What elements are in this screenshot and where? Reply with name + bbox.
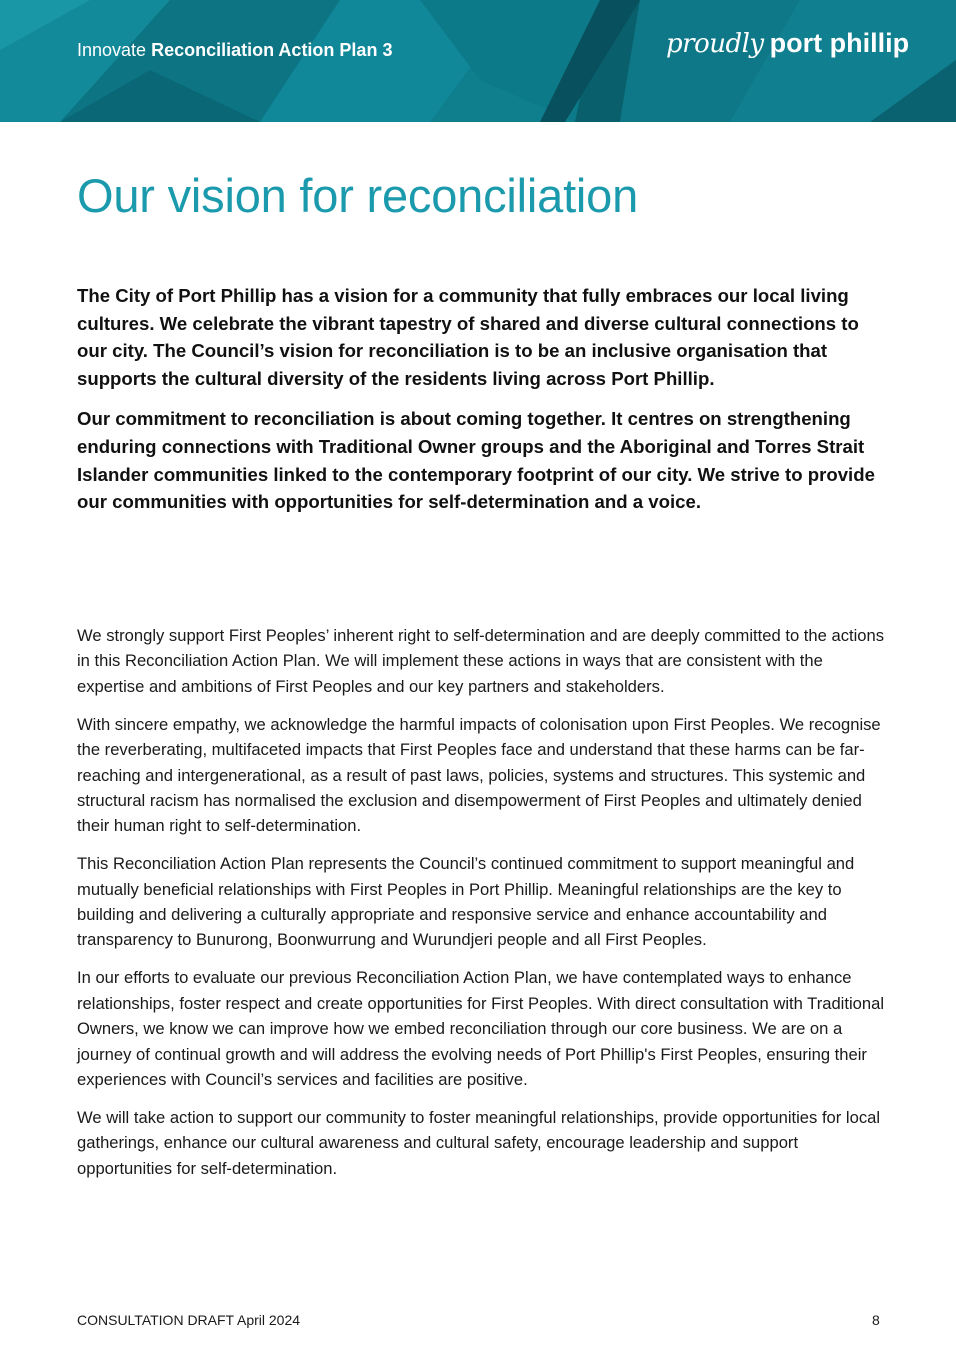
logo-brand-text: port phillip (769, 28, 910, 58)
body-paragraph: With sincere empathy, we acknowledge the harmful impacts of colonisation upon First Peoples. We recognise the reverberating, multifaceted impacts that First Peoples face and understand that these harms can be far-reaching and intergenerational, as a result of past laws, policies, systems and structures. This systemic and structural racism has normalised the exclusion and disempowerment of First Peoples and ultimately denied their human right to self-determination. (77, 714, 881, 836)
header-banner (0, 0, 956, 122)
proudly-port-phillip-logo (666, 28, 909, 72)
footer-draft-label: CONSULTATION DRAFT April 2024 (77, 1312, 301, 1328)
body-section (77, 623, 889, 1194)
body-paragraph: We strongly support First Peoples’ inherent right to self-determination and are deeply committed to the actions in this Reconciliation Action Plan. We will implement these actions in ways that are consistent with the expertise and ambitions of First Peoples and our key partners and stakeholders. (77, 626, 885, 696)
plan-prefix: Innovate (77, 40, 147, 60)
page-number: 8 (872, 1312, 880, 1328)
intro-section (77, 282, 887, 529)
body-paragraph: In our efforts to evaluate our previous Reconciliation Action Plan, we have contemplated ways to enhance relationships, foster respect and create opportunities for First Peoples. With direct consultation with Traditional Owners, we know we can improve how we embed reconciliation through our core business. We are on a journey of continual growth and will address the evolving needs of Port Phillip's First Peoples, ensuring their experiences with Council’s services and facilities are positive. (77, 968, 885, 1089)
body-paragraph: This Reconciliation Action Plan represents the Council’s continued commitment to support meaningful and mutually beneficial relationships with First Peoples in Port Phillip. Meaningful relationships are the key to building and delivering a culturally appropriate and responsive service and enhance accountability and transparency to Bunurong, Boonwurrung and Wurundjeri people and all First Peoples. (77, 854, 855, 950)
plan-header (77, 40, 392, 61)
page-title: Our vision for reconciliation (77, 169, 639, 222)
intro-paragraph: Our commitment to reconciliation is about coming together. It centres on strengthening enduring connections with Traditional Owner groups and the Aboriginal and Torres Strait Islander communities linked to the contemporary footprint of our city. We strive to provide our communities with opportunities for self-determination and a voice. (77, 408, 875, 513)
logo-script-text: proudly (666, 29, 764, 59)
body-paragraph: We will take action to support our community to foster meaningful relationships, provide opportunities for local gatherings, enhance our cultural awareness and cultural safety, encourage leadership and support opportunities for self-determination. (77, 1107, 881, 1178)
intro-paragraph: The City of Port Phillip has a vision for a community that fully embraces our local living cultures. We celebrate the vibrant tapestry of shared and diverse cultural connections to our city. The Council’s vision for reconciliation is to be an inclusive organisation that supports the cultural diversity of the residents living across Port Phillip. (77, 285, 859, 389)
plan-title: Reconciliation Action Plan 3 (151, 40, 393, 60)
